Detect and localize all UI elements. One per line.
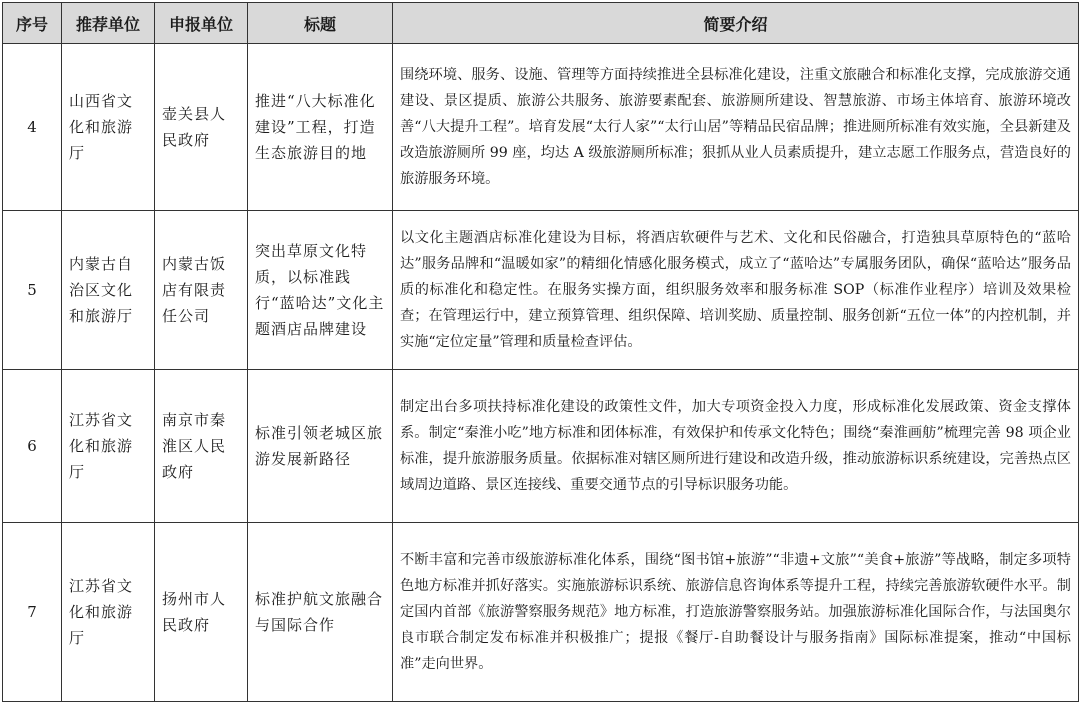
- row-recommender: 江苏省文化和旅游厅: [62, 370, 155, 523]
- case-table: [2, 2, 1079, 702]
- row-title: 推进“八大标准化建设”工程，打造生态旅游目的地: [248, 44, 393, 211]
- row-summary: 围绕环境、服务、设施、管理等方面持续推进全县标准化建设，注重文旅融合和标准化支撑，完成旅游交通建设、景区提质、旅游公共服务、旅游要素配套、旅游厕所建设、智慧旅游、市场主体培育、旅游环境改善“八大提升工程”。培育发展“太行人家”“太行山居”等精品民宿品牌；推进厕所标准有效实施，全县新建及改造旅游厕所 99 座，均达 A 级旅游厕所标准；狠抓从业人员素质提升，建立志愿工作服务点，营造良好的旅游服务环境。: [393, 44, 1079, 211]
- header-applicant: 申报单位: [155, 3, 248, 44]
- row-summary: 以文化主题酒店标准化建设为目标，将酒店软硬件与艺术、文化和民俗融合，打造独具草原特色的“蓝哈达”服务品牌和“温暖如家”的精细化情感化服务模式，成立了“蓝哈达”专属服务团队，确保“蓝哈达”服务品质的标准化和稳定性。在服务实操方面，组织服务效率和服务标准 SOP（标准作业程序）培训及效果检查；在管理运行中，建立预算管理、组织保障、培训奖励、质量控制、服务创新“五位一体”的内控机制，并实施“定位定量”管理和质量检查评估。: [393, 211, 1079, 370]
- header-summary: 简要介绍: [393, 3, 1079, 44]
- row-applicant: 扬州市人民政府: [155, 523, 248, 702]
- row-summary: 不断丰富和完善市级旅游标准化体系，围绕“图书馆+旅游”“非遗+文旅”“美食+旅游”等战略，制定多项特色地方标准并抓好落实。实施旅游标识系统、旅游信息咨询体系等提升工程，持续完善旅游软硬件水平。制定国内首部《旅游警察服务规范》地方标准，打造旅游警察服务站。加强旅游标准化国际合作，与法国奥尔良市联合制定发布标准并积极推广；提报《餐厅-自助餐设计与服务指南》国际标准提案，推动“中国标准”走向世界。: [393, 523, 1079, 702]
- table-row: [3, 44, 1079, 211]
- row-recommender: 内蒙古自治区文化和旅游厅: [62, 211, 155, 370]
- row-applicant: 壶关县人民政府: [155, 44, 248, 211]
- row-title: 标准护航文旅融合与国际合作: [248, 523, 393, 702]
- header-seq: 序号: [3, 3, 62, 44]
- header-recommender: 推荐单位: [62, 3, 155, 44]
- row-seq: 5: [3, 211, 62, 370]
- row-title: 标准引领老城区旅游发展新路径: [248, 370, 393, 523]
- row-title: 突出草原文化特质，以标准践行“蓝哈达”文化主题酒店品牌建设: [248, 211, 393, 370]
- row-applicant: 内蒙古饭店有限责任公司: [155, 211, 248, 370]
- row-summary: 制定出台多项扶持标准化建设的政策性文件，加大专项资金投入力度，形成标准化发展政策、资金支撑体系。制定“秦淮小吃”地方标准和团体标准，有效保护和传承文化特色；围绕“秦淮画舫”梳理完善 98 项企业标准，提升旅游服务质量。依据标准对辖区厕所进行建设和改造升级，推动旅游标识系统建设，完善热点区域周边道路、景区连接线、重要交通节点的引导标识服务功能。: [393, 370, 1079, 523]
- header-title: 标题: [248, 3, 393, 44]
- table-row: [3, 211, 1079, 370]
- row-applicant: 南京市秦淮区人民政府: [155, 370, 248, 523]
- table-row: [3, 370, 1079, 523]
- row-seq: 4: [3, 44, 62, 211]
- row-recommender: 江苏省文化和旅游厅: [62, 523, 155, 702]
- table-header-row: [3, 3, 1079, 44]
- table-row: [3, 523, 1079, 702]
- row-seq: 7: [3, 523, 62, 702]
- row-seq: 6: [3, 370, 62, 523]
- row-recommender: 山西省文化和旅游厅: [62, 44, 155, 211]
